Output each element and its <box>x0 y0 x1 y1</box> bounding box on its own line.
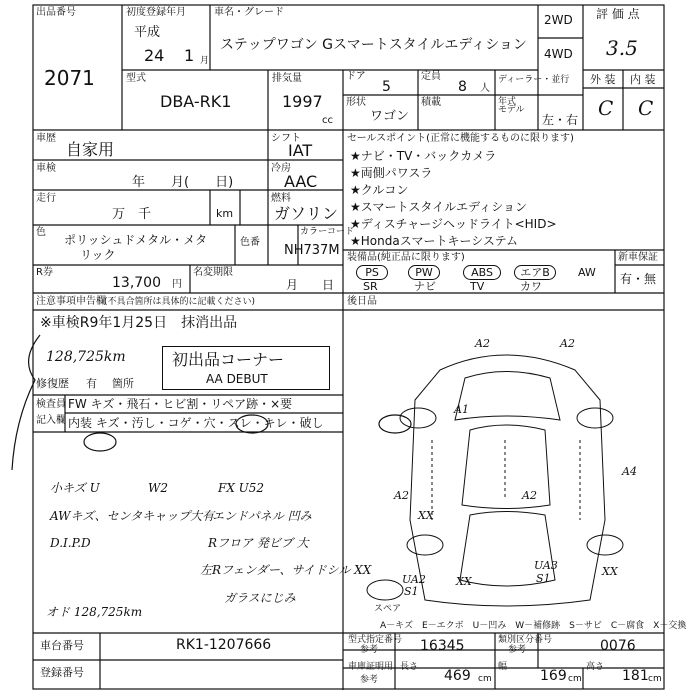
height-label: 高さ <box>586 662 605 672</box>
mark-10: UA2 <box>402 573 426 586</box>
selling-point-4: ★スマートスタイルエディション <box>350 200 527 214</box>
mark-4: A4 <box>622 465 637 478</box>
mark-6: A2 <box>522 489 537 502</box>
equip-navi: ナビ <box>414 280 436 293</box>
exterior-label: 外 装 <box>590 73 616 86</box>
displacement-value: 1997 <box>282 92 323 111</box>
cert-sub: 参考 <box>360 675 379 685</box>
diagram-legend: A－キズ E－エクボ U－凹み W－補修跡 S－サビ C－腐食 X－交換 <box>380 621 687 631</box>
hw-3a: D.I.P.D <box>50 536 91 550</box>
aircon-label: 冷房 <box>271 163 291 174</box>
year-label: 年式 <box>498 97 517 107</box>
class-no-value: 0076 <box>600 638 636 654</box>
notes-sub: (不具合箇所は具体的に記載ください) <box>104 297 256 307</box>
lot-label: 出品番号 <box>36 7 76 18</box>
equip-pw: PW <box>408 265 440 280</box>
equip-airbag: エアB <box>514 265 556 280</box>
hw-2a: AWキズ、センタキャップ大有 <box>50 509 215 523</box>
doors-value: 5 <box>382 79 391 95</box>
width-unit: cm <box>568 674 582 684</box>
drive-4wd: 4WD <box>544 47 573 61</box>
color-code: NH737M <box>284 243 340 258</box>
type-designation-sub: 参考 <box>360 645 379 655</box>
mark-8: UA3 <box>534 559 558 572</box>
length-value: 469 <box>444 668 471 684</box>
chassis-value: RK1-1207666 <box>176 637 272 653</box>
name-change-label: 名変期限 <box>193 267 233 278</box>
equip-abs: ABS <box>463 265 501 280</box>
model-label: 型式 <box>126 73 146 84</box>
type-designation-value: 16345 <box>420 638 465 654</box>
notes-text: ※車検R9年1月25日 抹消出品 <box>40 315 238 331</box>
registration-label: 初度登録年月 <box>126 7 186 18</box>
registration-month-unit: 月 <box>200 56 210 66</box>
mark-3: A1 <box>454 403 469 416</box>
body-shape-value: ワゴン <box>370 109 410 124</box>
class-no-label: 類別区分番号 <box>498 635 553 645</box>
handle-label: 左・右 <box>542 113 579 127</box>
equip-tv: TV <box>470 280 485 293</box>
vehicle-name: ステップワゴン Gスマートスタイルエディション <box>220 37 527 53</box>
selling-point-3: ★クルコン <box>350 183 409 197</box>
registration-no-label: 登録番号 <box>40 666 84 679</box>
name-change-value: 月 日 <box>286 278 335 292</box>
color-no-label: 色番 <box>240 237 260 248</box>
recycle-value: 13,700 <box>112 275 161 291</box>
mileage-value: 万 千 <box>112 207 152 222</box>
lot-number: 2071 <box>44 66 95 90</box>
shift-label: シフト <box>271 133 301 144</box>
body-shape-label: 形状 <box>346 97 366 108</box>
registration-year: 24 <box>144 46 165 65</box>
registration-month: 1 <box>184 46 195 65</box>
width-label: 幅 <box>498 662 508 672</box>
mark-11: S1 <box>404 585 419 598</box>
hw-1b: W2 <box>148 481 168 495</box>
selling-point-1: ★ナビ・TV・バックカメラ <box>350 149 497 163</box>
height-unit: cm <box>648 674 662 684</box>
chassis-label: 車台番号 <box>40 639 84 652</box>
spare-label: スペア <box>374 604 402 614</box>
selling-points-label: セールスポイント(正常に機能するものに限ります) <box>347 133 574 144</box>
repair-history-suffix: 箇所 <box>112 377 134 390</box>
capacity-unit: 人 <box>480 83 490 94</box>
car-damage-diagram <box>367 355 623 606</box>
inspector-row2: 内装 キズ・汚し・コゲ・穴・スレ・キレ・破し <box>68 416 324 430</box>
notes-label: 注意事項申告欄 <box>36 296 106 307</box>
interior-grade: C <box>638 96 654 120</box>
mileage-label: 走行 <box>36 193 56 204</box>
displacement-label: 排気量 <box>272 73 302 84</box>
fuel-value: ガソリン <box>274 204 339 223</box>
capacity-label: 定員 <box>421 71 441 82</box>
height-value: 181 <box>622 668 649 684</box>
mark-7: XX <box>418 509 434 522</box>
aftermarket-label: 後日品 <box>347 296 377 307</box>
class-no-sub: 参考 <box>508 645 527 655</box>
selling-point-5: ★ディスチャージヘッドライト<HID> <box>350 217 557 231</box>
aircon-value: AAC <box>284 172 318 191</box>
year-sub: モデル <box>498 105 525 115</box>
equipment-label: 装備品(純正品に限ります) <box>347 252 465 263</box>
model-value: DBA-RK1 <box>160 92 232 111</box>
inspector-row1: FW キズ・飛石・ヒビ割・リペア跡・×要 <box>68 397 293 411</box>
color-value-line2: リック <box>80 248 116 262</box>
inspection-value: 年 月( 日) <box>132 175 234 190</box>
repair-history-value: 有 <box>86 377 97 390</box>
debut-line2: AA DEBUT <box>206 372 268 386</box>
equip-sr: SR <box>363 280 378 293</box>
hw-6: オド 128,725km <box>46 605 143 619</box>
hw-1a: 小キズ U <box>50 481 100 495</box>
new-warranty-label: 新車保証 <box>618 252 658 263</box>
selling-point-2: ★両側パワスラ <box>350 166 433 180</box>
new-warranty-value: 有・無 <box>620 272 657 286</box>
vehicle-label: 車名・グレード <box>214 7 284 18</box>
capacity-value: 8 <box>458 79 467 95</box>
selling-point-6: ★Hondaスマートキーシステム <box>350 234 519 248</box>
dealer-label: ディーラー・並行 <box>498 75 570 85</box>
inspector-label2: 記入欄 <box>36 415 66 426</box>
recycle-label: R券 <box>36 267 53 278</box>
recycle-unit: 円 <box>172 279 182 290</box>
shift-value: IAT <box>288 141 313 160</box>
color-label: 色 <box>36 227 46 238</box>
mark-9: S1 <box>536 572 551 585</box>
grade-score: 3.5 <box>606 36 638 60</box>
mark-2: A2 <box>560 337 575 350</box>
interior-label: 内 装 <box>630 73 656 86</box>
length-unit: cm <box>478 674 492 684</box>
repair-history-label: 修復歴 <box>36 377 69 390</box>
length-label: 長さ <box>400 662 419 672</box>
type-designation-label: 型式指定番号 <box>348 635 403 645</box>
registration-era: 平成 <box>134 25 161 40</box>
hw-4: 左Rフェンダー、サイドシル XX <box>200 563 372 577</box>
cert-label: 車庫証明用 <box>348 662 394 672</box>
equip-leather: カワ <box>520 280 542 293</box>
usage-label: 車歴 <box>36 133 56 144</box>
hw-3b: Rフロア 発ビブ 大 <box>208 536 309 550</box>
inspection-label: 車検 <box>36 163 56 174</box>
debut-line1: 初出品コーナー <box>172 350 285 369</box>
mileage-unit: km <box>216 207 234 220</box>
hw-5: ガラスにじみ <box>224 591 296 605</box>
mark-12: XX <box>456 575 472 588</box>
equip-aw: AW <box>578 266 596 279</box>
drive-2wd: 2WD <box>544 13 573 27</box>
load-label: 積載 <box>421 97 441 108</box>
equip-ps: PS <box>356 265 388 280</box>
mark-13: XX <box>602 565 618 578</box>
displacement-unit: cc <box>322 115 333 126</box>
color-code-label: カラーコード <box>300 227 355 237</box>
grade-label: 評 価 点 <box>596 7 640 21</box>
mark-5: A2 <box>394 489 409 502</box>
handwritten-mileage: 128,725km <box>46 349 126 365</box>
hw-2b: エンドパネル 凹み <box>212 509 312 523</box>
doors-label: ドア <box>346 71 366 82</box>
inspector-label1: 検査員 <box>36 399 66 410</box>
hw-1c: FX U52 <box>218 481 265 495</box>
mark-1: A2 <box>475 337 490 350</box>
width-value: 169 <box>540 668 567 684</box>
exterior-grade: C <box>598 96 614 120</box>
color-value-line1: ポリッシュドメタル・メタ <box>64 233 208 247</box>
fuel-label: 燃料 <box>271 193 291 204</box>
usage-value: 自家用 <box>66 140 115 159</box>
